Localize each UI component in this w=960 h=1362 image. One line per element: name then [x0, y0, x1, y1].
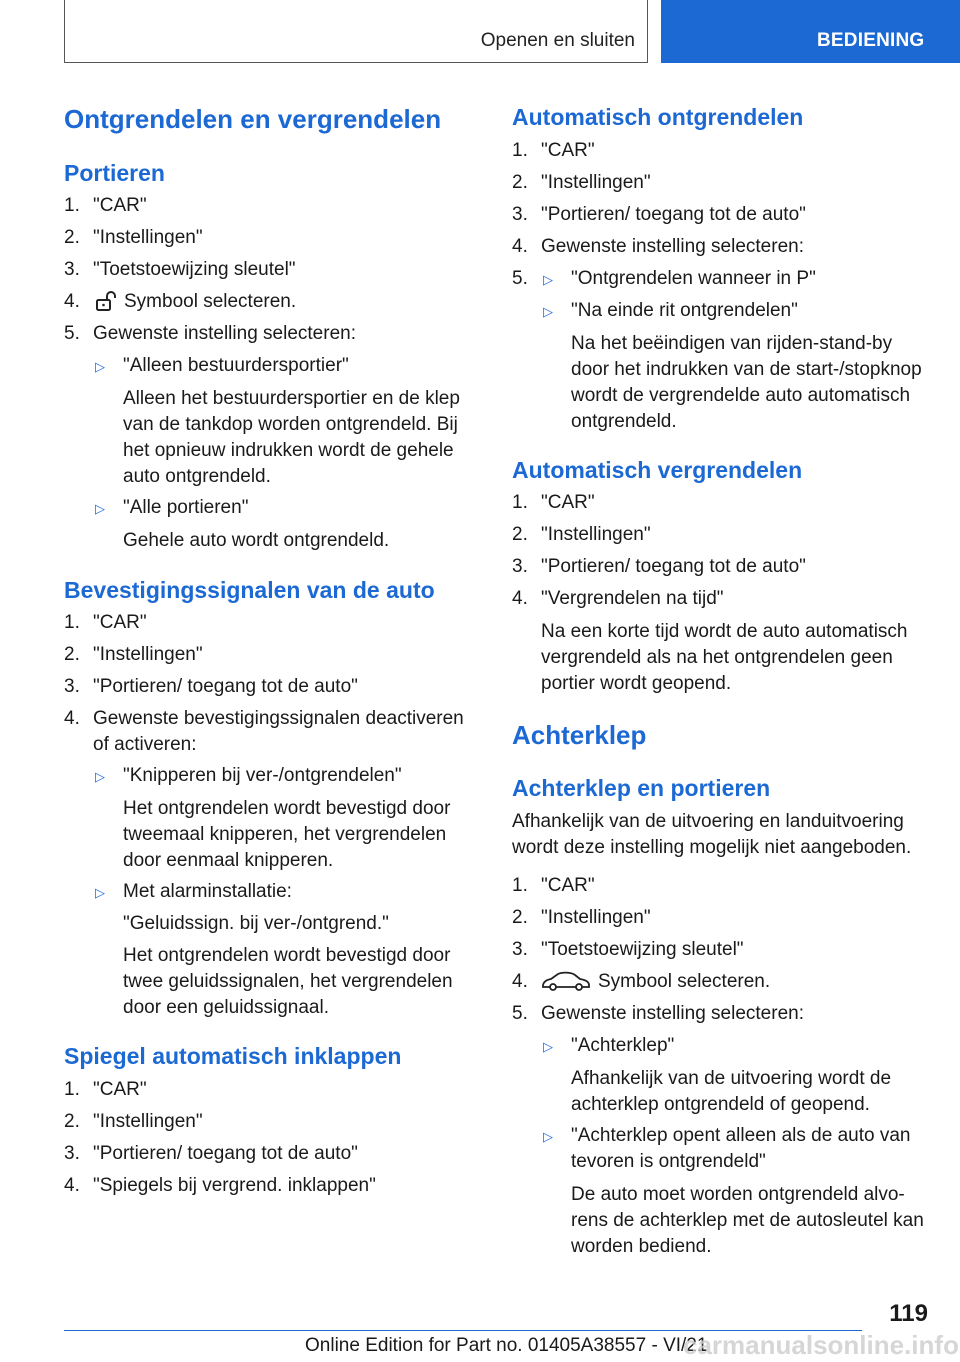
sub-item-text: door eenmaal knipperen. [123, 850, 334, 871]
list-text: "CAR" [541, 140, 595, 161]
sub-item-text: door een geluidssignaal. [123, 997, 329, 1018]
sub-item-label: "Ontgrendelen wanneer in P" [571, 268, 816, 289]
sub-item-text: twee geluidssignalen, het vergrendelen [123, 971, 453, 992]
list-item [512, 522, 932, 554]
list-text: Gewenste instelling selecteren: [93, 323, 356, 344]
list-bevestiging [64, 610, 474, 764]
sub-item-text: Na het beëindigen van rijden-stand-by [571, 333, 893, 354]
list-item [512, 170, 932, 202]
list-item [64, 257, 474, 289]
list-text: Symbool selecteren. [124, 291, 297, 312]
car-icon [541, 969, 591, 998]
list-text: "Instellingen" [93, 644, 203, 665]
sub-item-text: auto ontgrendeld. [123, 466, 271, 487]
list-number: 4. [64, 708, 80, 729]
list-number: 2. [64, 227, 80, 248]
list-number: 2. [512, 524, 528, 545]
list-number: 4. [512, 971, 528, 992]
triangle-right-icon: ▷ [543, 1129, 553, 1144]
triangle-right-icon: ▷ [543, 304, 553, 319]
list-item [64, 225, 474, 257]
list-number: 3. [64, 259, 80, 280]
sub-item-text: Afhankelijk van de uitvoering wordt de [571, 1068, 892, 1089]
list-number: 2. [512, 907, 528, 928]
list-number: 1. [512, 875, 528, 896]
list-item [512, 905, 932, 937]
list-number: 2. [512, 172, 528, 193]
list-portieren [64, 193, 474, 353]
list-text: "CAR" [93, 612, 147, 633]
sub-item-label: "Knipperen bij ver-/ontgrendelen" [123, 765, 402, 786]
sub-item-label: "Na einde rit ontgrendelen" [571, 300, 798, 321]
list-text: Gewenste instelling selecteren: [541, 1003, 804, 1024]
list-item [64, 321, 474, 353]
sub-item-text: worden bediend. [571, 1236, 712, 1257]
list-text: "Instellingen" [541, 172, 651, 193]
list-text: "Instellingen" [541, 907, 651, 928]
list-text: "Instellingen" [541, 524, 651, 545]
list-item [64, 193, 474, 225]
list-number: 1. [64, 1079, 80, 1100]
list-number: 4. [512, 588, 528, 609]
list-item [64, 610, 474, 642]
list-item [64, 674, 474, 706]
list-number: 4. [512, 236, 528, 257]
list-text: Symbool selecteren. [598, 971, 771, 992]
header-tab-bediening[interactable] [661, 0, 960, 63]
sub-item-text: tweemaal knipperen, het vergrendelen [123, 824, 447, 845]
list-number: 5. [64, 323, 80, 344]
list-text: "Portieren/ toegang tot de auto" [541, 556, 806, 577]
list-item [512, 586, 932, 618]
footer-edition: Online Edition for Part no. 01405A38557 - VI/21 [305, 1335, 708, 1356]
header-section-title: Openen en sluiten [480, 30, 635, 51]
sub-item-text: De auto moet worden ontgrendeld alvo- [571, 1184, 905, 1205]
triangle-right-icon: ▷ [95, 769, 105, 784]
header-tab-label: BEDIENING [817, 30, 925, 51]
triangle-right-icon: ▷ [543, 272, 553, 287]
list-spiegel [64, 1077, 474, 1205]
list-text: "Vergrendelen na tijd" [541, 588, 724, 609]
sub-item-text: Gehele auto wordt ontgrendeld. [123, 530, 390, 551]
heading-achterklep-portieren: Achterklep en portieren [512, 775, 771, 801]
list-text: "CAR" [541, 875, 595, 896]
list-number: 1. [64, 612, 80, 633]
list-achterklep [512, 873, 932, 1033]
header-section-box [64, 0, 648, 63]
heading-achterklep: Achterklep [512, 720, 647, 750]
paragraph-text: Afhankelijk van de uitvoering en landuitvoering [512, 811, 904, 832]
list-text: "Instellingen" [93, 227, 203, 248]
watermark: carmanualsonline.info [683, 1330, 959, 1360]
list-text: "Portieren/ toegang tot de auto" [93, 1143, 358, 1164]
list-item [512, 937, 932, 969]
list-number: 3. [512, 939, 528, 960]
page-number: 119 [889, 1300, 928, 1327]
list-text: "Instellingen" [93, 1111, 203, 1132]
sub-item-text: rens de achterklep met de autosleutel kan [571, 1210, 924, 1231]
list-text: "CAR" [93, 1079, 147, 1100]
list-number: 1. [512, 140, 528, 161]
list-item [512, 969, 932, 1001]
list-number: 3. [64, 676, 80, 697]
sub-item-text: het opnieuw indrukken wordt de gehele [123, 440, 454, 461]
list-number: 2. [64, 1111, 80, 1132]
list-item [64, 1141, 474, 1173]
sub-item-text: "Geluidssign. bij ver-/ontgrend." [123, 913, 389, 934]
list-number: 5. [512, 1003, 528, 1024]
list-item [512, 1001, 932, 1033]
triangle-right-icon: ▷ [95, 501, 105, 516]
list-item [512, 266, 932, 298]
list-number: 1. [512, 492, 528, 513]
list-number: 1. [64, 195, 80, 216]
sub-item-text: door het indrukken van de start-/stopknop [571, 359, 922, 380]
list-item [64, 642, 474, 674]
heading-bevestigingssignalen: Bevestigingssignalen van de auto [64, 577, 435, 603]
list-number: 5. [512, 268, 528, 289]
sub-item-text: achterklep ontgrendeld of geopend. [571, 1094, 870, 1115]
list-item [64, 289, 474, 321]
list-item [512, 234, 932, 266]
list-text: "Spiegels bij vergrend. inklappen" [93, 1175, 376, 1196]
list-number: 3. [64, 1143, 80, 1164]
sub-item-text: Alleen het bestuurdersportier en de klep [123, 388, 460, 409]
list-item [512, 554, 932, 586]
list-text: "Portieren/ toegang tot de auto" [541, 204, 806, 225]
sub-item-label: "Alle portieren" [123, 497, 249, 518]
triangle-right-icon: ▷ [95, 359, 105, 374]
paragraph-text: Na een korte tijd wordt de auto automatisch [541, 621, 908, 642]
list-text: Gewenste instelling selecteren: [541, 236, 804, 257]
list-text: "CAR" [93, 195, 147, 216]
sub-item-text: Het ontgrendelen wordt bevestigd door [123, 945, 451, 966]
list-number: 4. [64, 1175, 80, 1196]
triangle-right-icon: ▷ [95, 885, 105, 900]
list-auto-vergrendelen [512, 490, 932, 618]
list-number: 2. [64, 644, 80, 665]
list-item [512, 873, 932, 905]
list-item [64, 1109, 474, 1141]
sub-item-text: Het ontgrendelen wordt bevestigd door [123, 798, 451, 819]
list-item [64, 706, 474, 764]
heading-portieren: Portieren [64, 160, 165, 186]
list-text: "Toetstoewijzing sleutel" [541, 939, 744, 960]
list-text: of activeren: [93, 734, 197, 755]
unlock-icon [95, 291, 119, 318]
sub-item-label: Met alarminstallatie: [123, 881, 292, 902]
sub-item-label: "Achterklep" [571, 1035, 675, 1056]
list-item [64, 1077, 474, 1109]
list-text: "Toetstoewijzing sleutel" [93, 259, 296, 280]
list-item [512, 490, 932, 522]
heading-auto-ontgrendelen: Automatisch ontgrendelen [512, 104, 804, 130]
sub-item-label: "Alleen bestuurdersportier" [123, 355, 349, 376]
sub-item-text: van de tankdop worden ontgrendeld. Bij [123, 414, 458, 435]
triangle-right-icon: ▷ [543, 1039, 553, 1054]
list-text: "Portieren/ toegang tot de auto" [93, 676, 358, 697]
paragraph-text: wordt deze instelling mogelijk niet aangeboden. [512, 837, 912, 858]
sub-item-text: wordt de vergrendelde auto automatisch [571, 385, 911, 406]
list-auto-ontgrendelen [512, 138, 932, 298]
paragraph-text: portier wordt geopend. [541, 673, 732, 694]
list-item [512, 138, 932, 170]
sub-item-label: "Achterklep opent alleen als de auto van [571, 1125, 911, 1146]
list-number: 3. [512, 556, 528, 577]
sub-item-text: ontgrendeld. [571, 411, 677, 432]
heading-ontgrendelen: Ontgrendelen en vergrendelen [64, 104, 442, 134]
list-item [64, 1173, 474, 1205]
list-number: 4. [64, 291, 80, 312]
list-item [512, 202, 932, 234]
heading-auto-vergrendelen: Automatisch vergrendelen [512, 457, 803, 483]
sub-item-label: tevoren is ontgrendeld" [571, 1151, 766, 1172]
paragraph-text: vergrendeld als na het ontgrendelen geen [541, 647, 893, 668]
list-text: Gewenste bevestigingssignalen deactiveren [93, 708, 464, 729]
list-text: "CAR" [541, 492, 595, 513]
heading-spiegel: Spiegel automatisch inklappen [64, 1043, 402, 1069]
list-number: 3. [512, 204, 528, 225]
